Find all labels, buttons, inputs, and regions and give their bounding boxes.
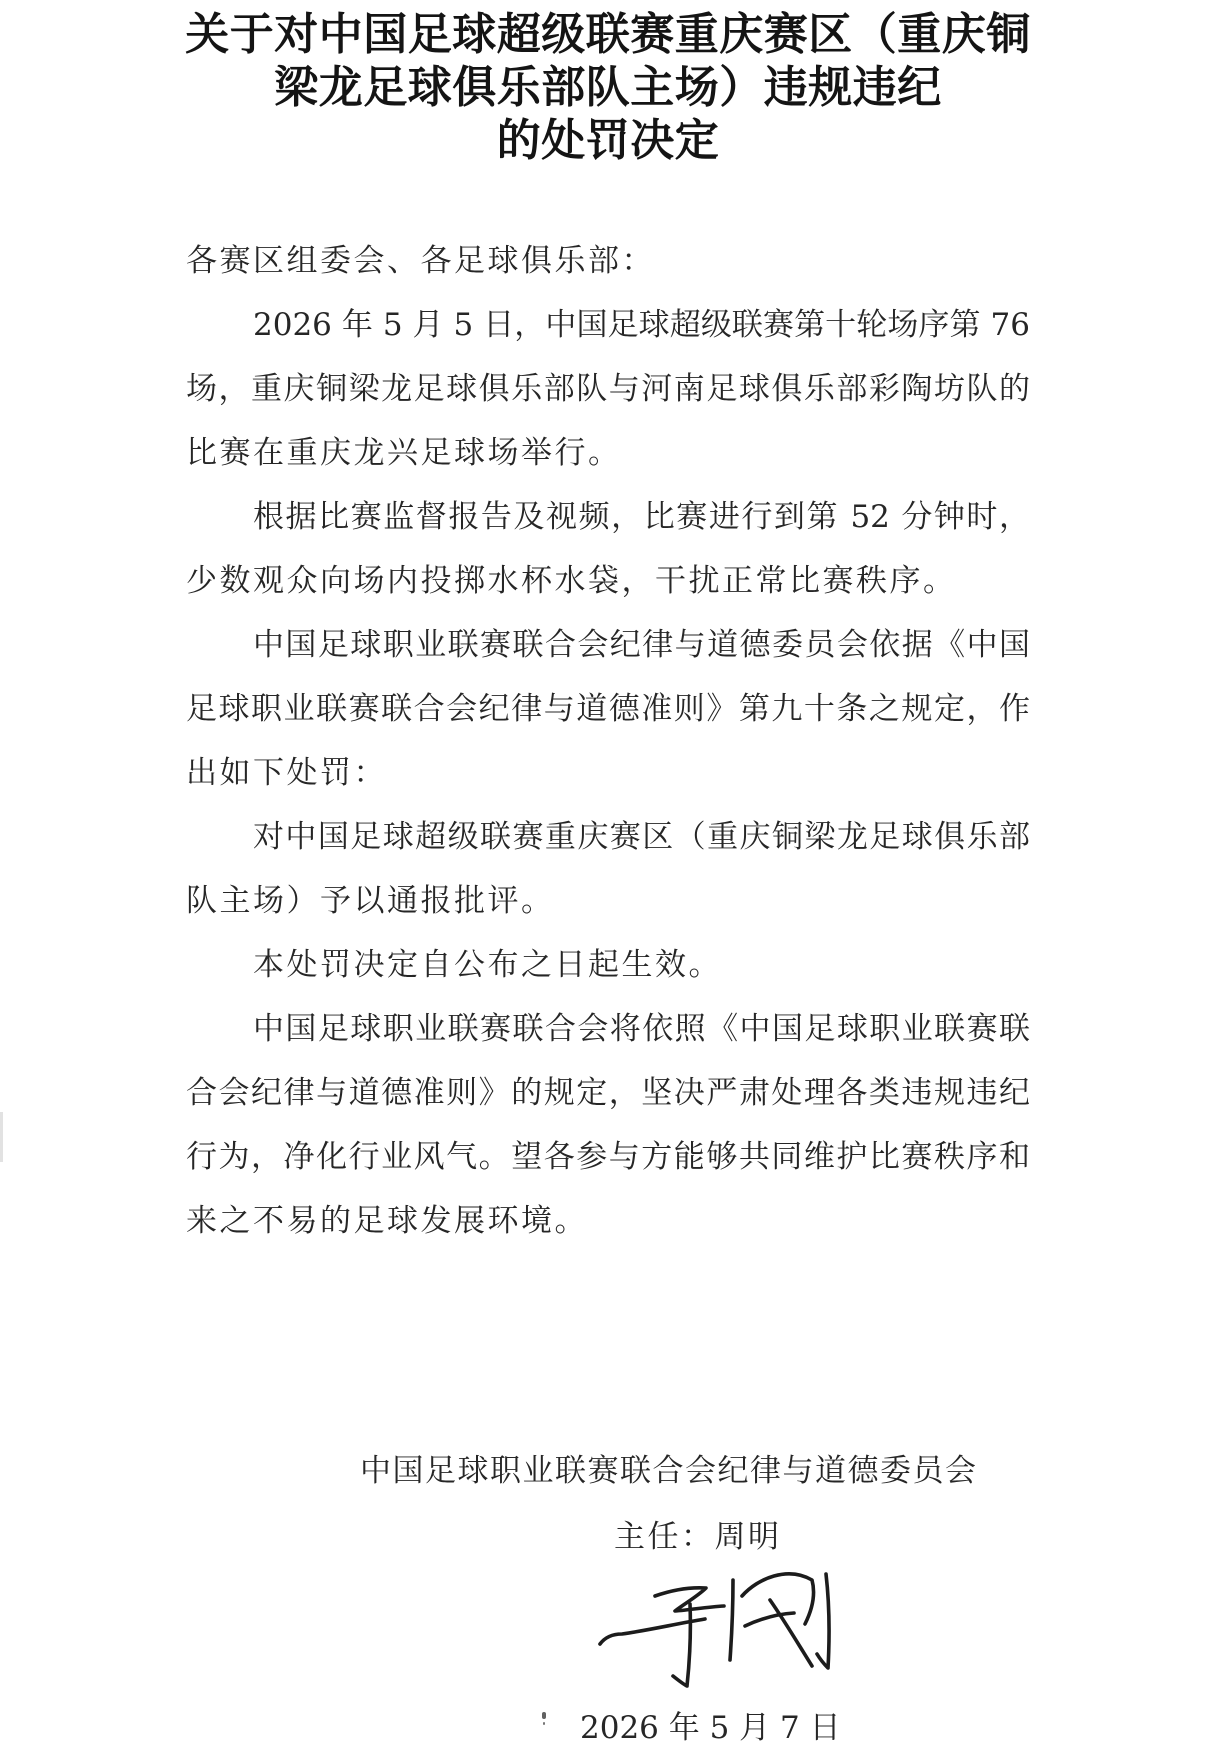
signature-stroke [730,1580,733,1660]
document-title [0,8,1216,167]
scan-artifact [0,1112,3,1162]
document-body [186,229,1030,1253]
paragraph-line: 中国足球职业联赛联合会将依照《中国足球职业联赛联 [253,1011,1030,1047]
paragraph-penalty [186,805,1030,933]
signature-stroke [673,1604,690,1686]
paragraph-line: 本处罚决定自公布之日起生效。 [253,947,722,983]
paragraph-line: 少数观众向场内投掷水杯水袋，干扰正常比赛秩序。 [186,563,957,599]
paragraph-incident [186,293,1030,485]
paragraph-line: 出如下处罚： [186,755,387,791]
salutation: 各赛区组委会、各足球俱乐部： [186,243,655,279]
signatory-director: 主任：周明 [614,1519,782,1555]
signatory-organization: 中国足球职业联赛联合会纪律与道德委员会 [360,1453,978,1489]
paragraph-line: 比赛在重庆龙兴足球场举行。 [186,435,622,471]
paragraph-basis [186,613,1030,805]
paragraph-line: 行为，净化行业风气。望各参与方能够共同维护比赛秩序和 [186,1139,1030,1175]
title-line: 关于对中国足球超级联赛重庆赛区（重庆铜 [185,9,1031,60]
paragraph-line: 2026 年 5 月 5 日，中国足球超级联赛第十轮场序第 76 [253,307,1030,343]
paragraph-report [186,485,1030,613]
paragraph-line: 足球职业联赛联合会纪律与道德准则》第九十条之规定，作 [186,691,1030,727]
paragraph-line: 合会纪律与道德准则》的规定，坚决严肃处理各类违规违纪 [186,1075,1030,1111]
handwritten-signature [580,1540,850,1720]
title-line: 梁龙足球俱乐部队主场）违规违纪 [274,62,942,113]
paragraph-line: 中国足球职业联赛联合会纪律与道德委员会依据《中国 [253,627,1030,663]
signatory-date: 2026 年 5 月 7 日 [580,1710,841,1746]
title-line: 的处罚决定 [496,115,720,166]
paragraph-closing [186,997,1030,1253]
paragraph-line: 根据比赛监督报告及视频，比赛进行到第 52 分钟时， [253,499,1030,535]
paragraph-line: 队主场）予以通报批评。 [186,883,555,919]
ink-speck [542,1712,546,1719]
paragraph-line: 来之不易的足球发展环境。 [186,1203,588,1239]
signature-stroke [770,1600,812,1666]
paragraph-line: 场，重庆铜梁龙足球俱乐部队与河南足球俱乐部彩陶坊队的 [186,371,1030,407]
paragraph-line: 对中国足球超级联赛重庆赛区（重庆铜梁龙足球俱乐部 [253,819,1030,855]
paragraph-effective [186,933,1030,997]
signature-stroke [817,1574,829,1668]
